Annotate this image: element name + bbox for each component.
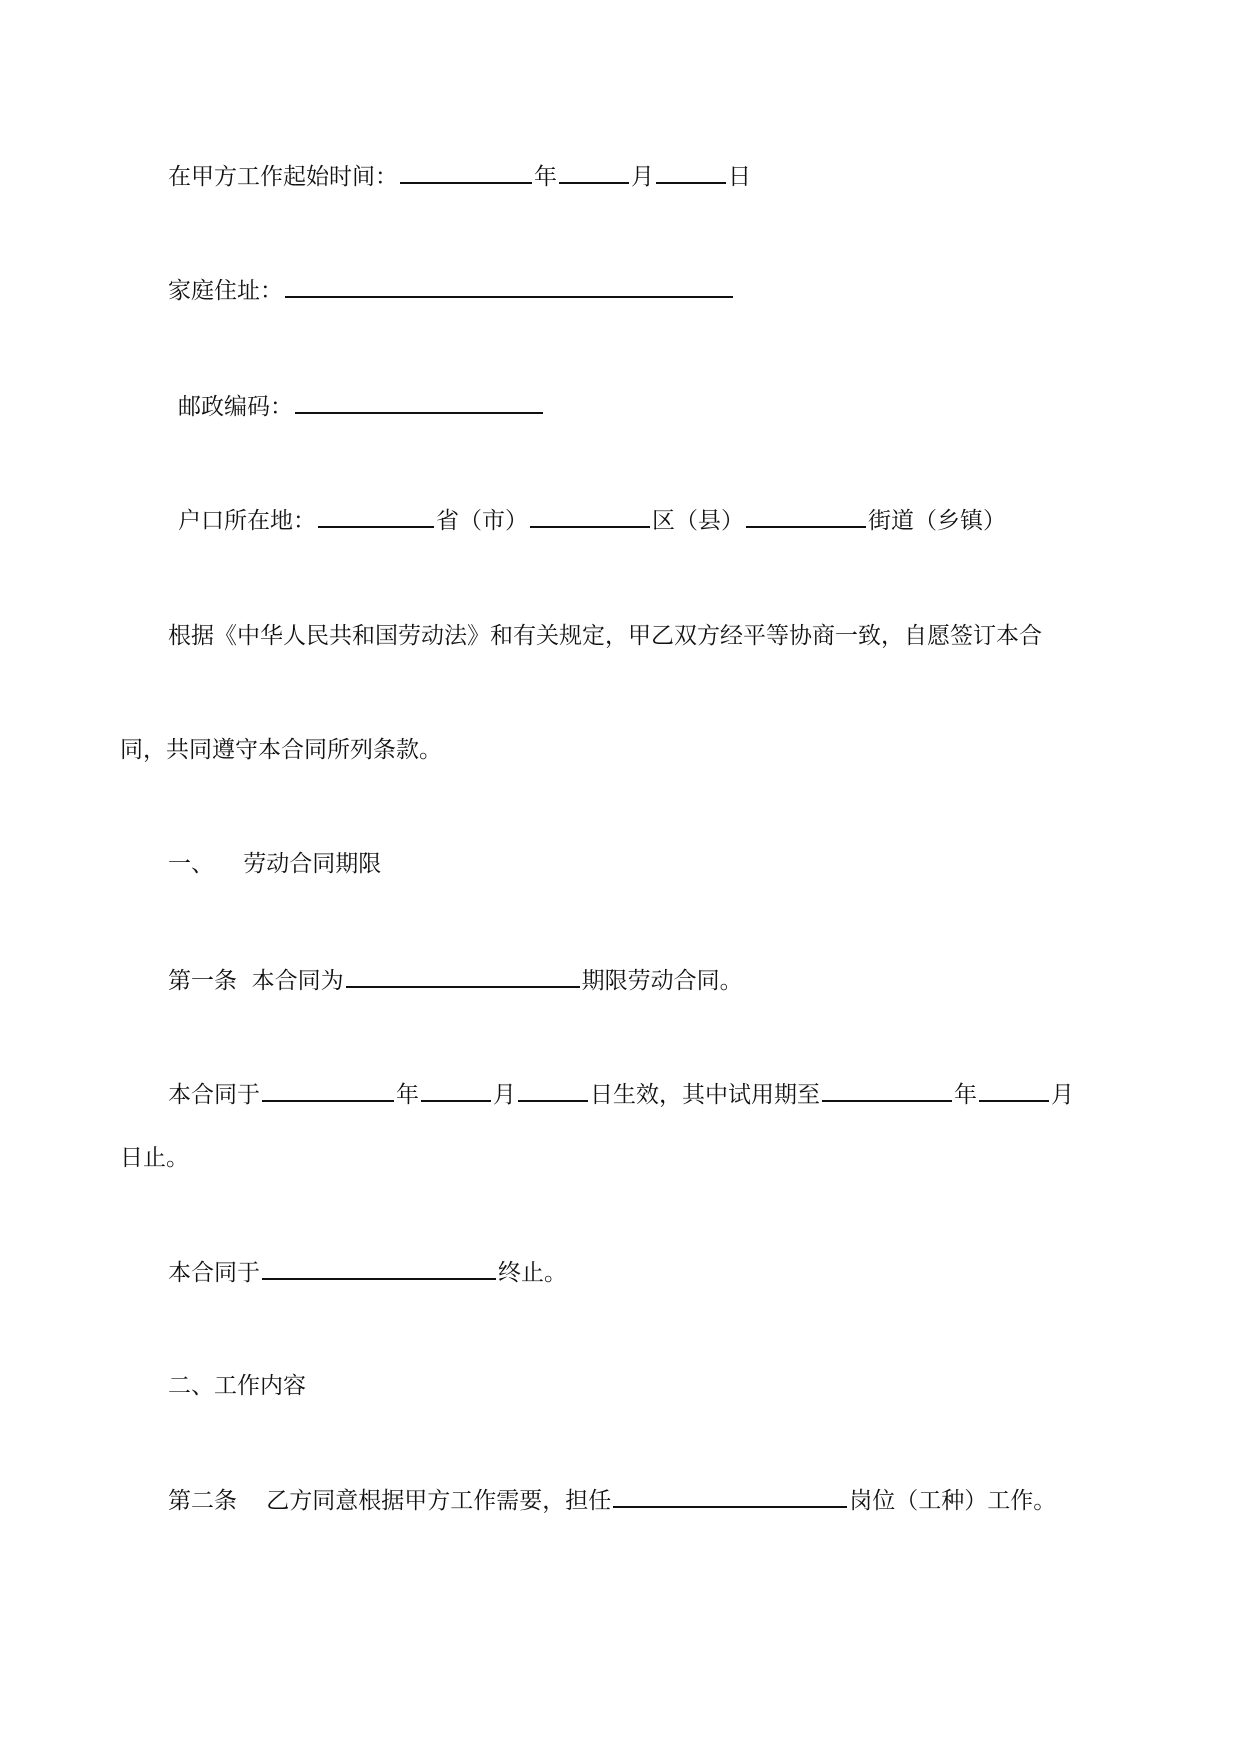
article-2-prefix: 第二条 乙方同意根据甲方工作需要，担任 [168,1488,612,1514]
termination-suffix: 终止。 [498,1260,567,1286]
effective-month-blank[interactable] [421,1078,491,1102]
article-1-suffix: 期限劳动合同。 [581,968,743,994]
hukou-district-blank[interactable] [530,504,650,528]
effective-prefix: 本合同于 [168,1082,260,1108]
effective-year-label: 年 [396,1082,419,1108]
effective-date-line-2: 日止。 [120,1145,189,1171]
month-label: 月 [631,164,654,190]
article-1-prefix: 第一条 本合同为 [168,968,344,994]
district-label: 区（县） [652,508,744,534]
effective-year-blank[interactable] [262,1078,394,1102]
preamble-line-1: 根据《中华人民共和国劳动法》和有关规定，甲乙双方经平等协商一致，自愿签订本合 [168,623,1042,649]
home-address-blank[interactable] [285,274,733,298]
start-time-label: 在甲方工作起始时间： [168,164,398,190]
hukou-street-blank[interactable] [746,504,866,528]
termination-prefix: 本合同于 [168,1260,260,1286]
position-blank[interactable] [613,1484,847,1508]
section-1-title: 一、 劳动合同期限 [168,851,382,877]
article-2-line [168,1484,1056,1517]
termination-date-blank[interactable] [262,1256,496,1280]
probation-year-blank[interactable] [822,1078,952,1102]
article-2-suffix: 岗位（工种）工作。 [849,1488,1057,1514]
hukou-province-blank[interactable] [318,504,434,528]
street-label: 街道（乡镇） [868,508,1006,534]
start-year-blank[interactable] [400,160,532,184]
postal-code-label: 邮政编码： [178,394,293,420]
province-label: 省（市） [436,508,528,534]
start-time-line [168,160,751,193]
start-day-blank[interactable] [656,160,726,184]
effective-day-blank[interactable] [518,1078,588,1102]
year-label: 年 [534,164,557,190]
probation-year-label: 年 [954,1082,977,1108]
preamble-line-2: 同，共同遵守本合同所列条款。 [120,737,442,763]
effective-day-label: 日生效，其中试用期至 [590,1082,820,1108]
hukou-line [178,504,1006,537]
section-2-title: 二、工作内容 [168,1373,306,1399]
probation-month-blank[interactable] [979,1078,1049,1102]
home-address-label: 家庭住址： [168,278,283,304]
home-address-line [168,274,735,307]
effective-date-line [168,1078,1074,1111]
postal-code-line [178,390,545,423]
probation-month-label: 月 [1051,1082,1074,1108]
hukou-label: 户口所在地： [178,508,316,534]
contract-term-type-blank[interactable] [346,964,580,988]
start-month-blank[interactable] [559,160,629,184]
article-1-line [168,964,743,997]
effective-month-label: 月 [493,1082,516,1108]
postal-code-blank[interactable] [295,390,543,414]
day-label: 日 [728,164,751,190]
termination-line [168,1256,567,1289]
